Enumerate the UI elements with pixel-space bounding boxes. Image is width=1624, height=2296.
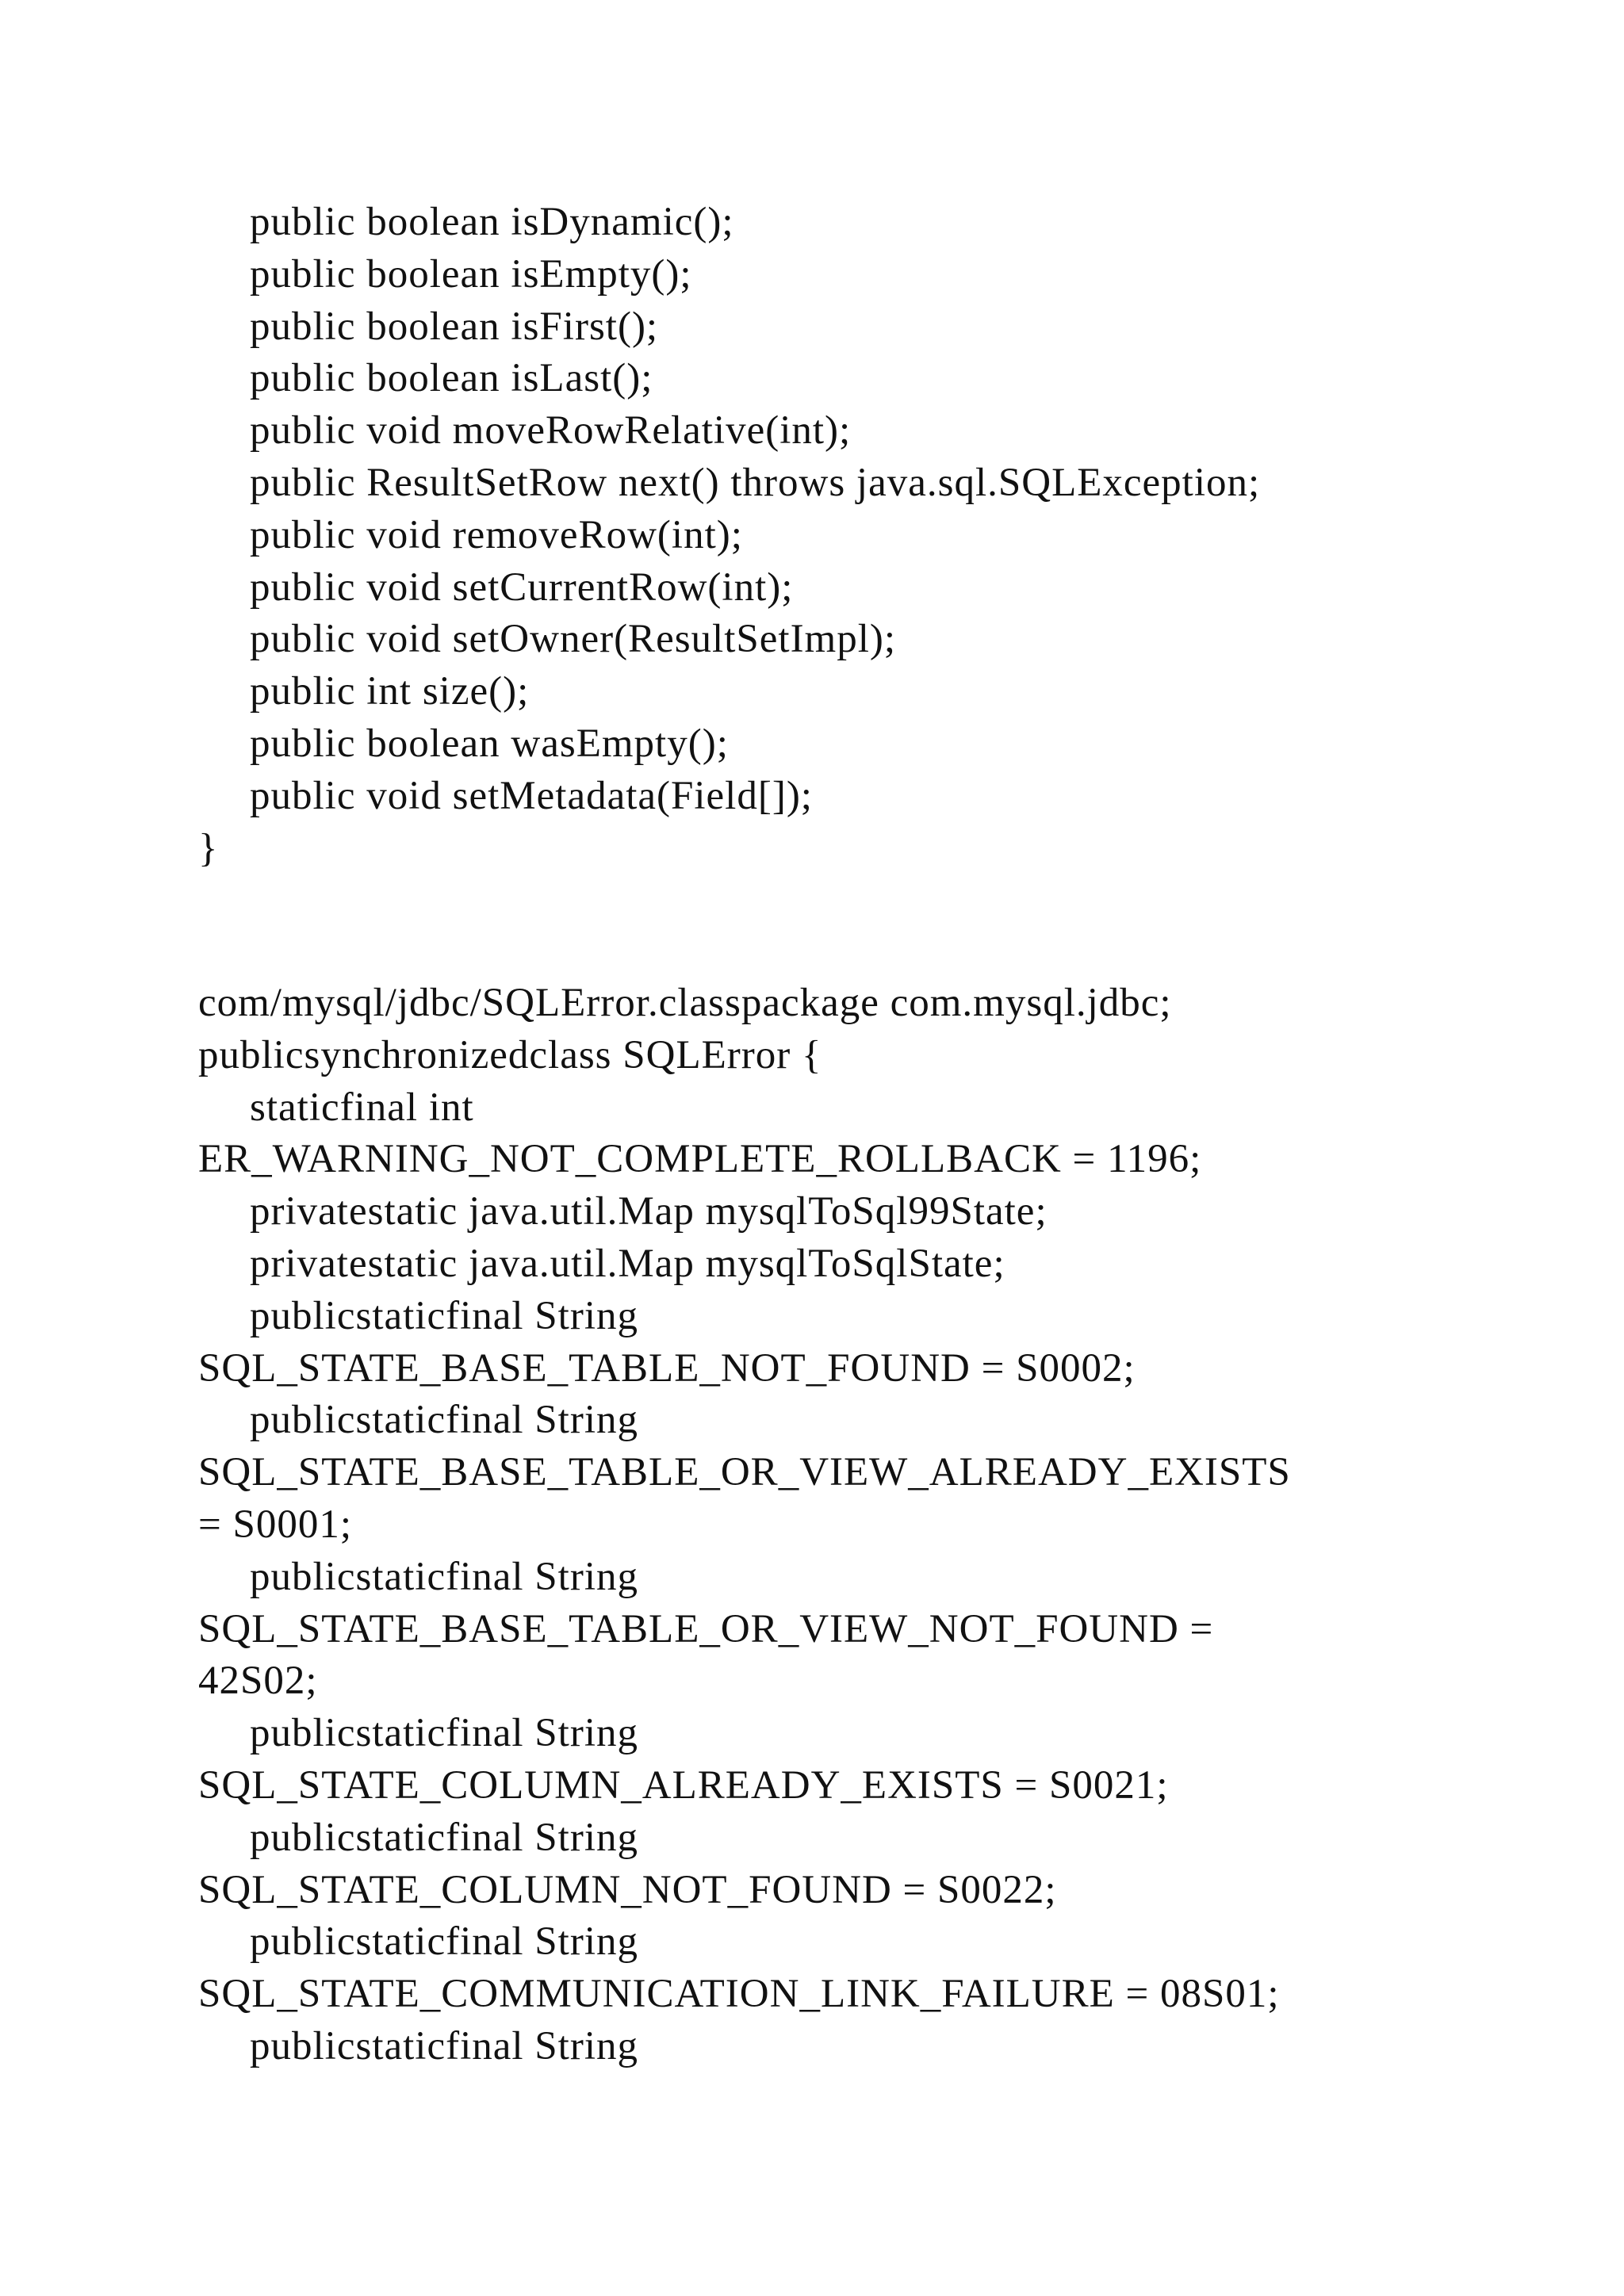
code-line: publicsynchronizedclass SQLError { — [198, 1032, 822, 1077]
code-block-sqlerror-class — [198, 978, 1499, 2073]
code-line: SQL_STATE_COMMUNICATION_LINK_FAILURE = 08S01; — [198, 1972, 1280, 2017]
code-line: SQL_STATE_BASE_TABLE_OR_VIEW_NOT_FOUND = — [198, 1606, 1214, 1651]
code-line: public boolean isEmpty(); — [250, 251, 692, 297]
code-line: = S0001; — [198, 1502, 353, 1547]
code-line: public boolean wasEmpty(); — [250, 721, 729, 766]
closing-brace: } — [198, 825, 219, 871]
code-line: ER_WARNING_NOT_COMPLETE_ROLLBACK = 1196; — [198, 1137, 1202, 1182]
code-line: staticfinal int — [250, 1085, 474, 1130]
code-line: SQL_STATE_COLUMN_ALREADY_EXISTS = S0021; — [198, 1762, 1169, 1808]
code-line: SQL_STATE_BASE_TABLE_NOT_FOUND = S0002; — [198, 1345, 1136, 1391]
code-line: publicstaticfinal String — [250, 2023, 638, 2068]
code-line: public int size(); — [250, 669, 530, 714]
code-block-resultset-methods — [198, 197, 1499, 874]
code-line: publicstaticfinal String — [250, 1919, 638, 1965]
code-line: public boolean isLast(); — [250, 356, 653, 401]
code-line: public void removeRow(int); — [250, 512, 743, 557]
code-line: publicstaticfinal String — [250, 1815, 638, 1860]
code-line: publicstaticfinal String — [250, 1554, 638, 1599]
code-line: public void moveRowRelative(int); — [250, 408, 852, 453]
code-line: SQL_STATE_COLUMN_NOT_FOUND = S0022; — [198, 1867, 1057, 1912]
code-line: public void setOwner(ResultSetImpl); — [250, 617, 897, 662]
code-line: SQL_STATE_BASE_TABLE_OR_VIEW_ALREADY_EXISTS — [198, 1450, 1291, 1495]
code-line: com/mysql/jdbc/SQLError.classpackage com.mysql.jdbc; — [198, 981, 1172, 1025]
code-line: public boolean isFirst(); — [250, 304, 659, 349]
code-line: publicstaticfinal String — [250, 1711, 638, 1756]
code-line: publicstaticfinal String — [250, 1293, 638, 1338]
code-line: 42S02; — [198, 1659, 318, 1704]
code-line: privatestatic java.util.Map mysqlToSqlState; — [250, 1241, 1005, 1286]
code-line: publicstaticfinal String — [250, 1398, 638, 1443]
code-line: public void setCurrentRow(int); — [250, 564, 794, 610]
code-line: public ResultSetRow next() throws java.sql.SQLException; — [250, 460, 1261, 505]
code-line: public void setMetadata(Field[]); — [250, 773, 813, 818]
code-line: privatestatic java.util.Map mysqlToSql99State; — [250, 1189, 1048, 1234]
code-line: public boolean isDynamic(); — [250, 200, 734, 244]
